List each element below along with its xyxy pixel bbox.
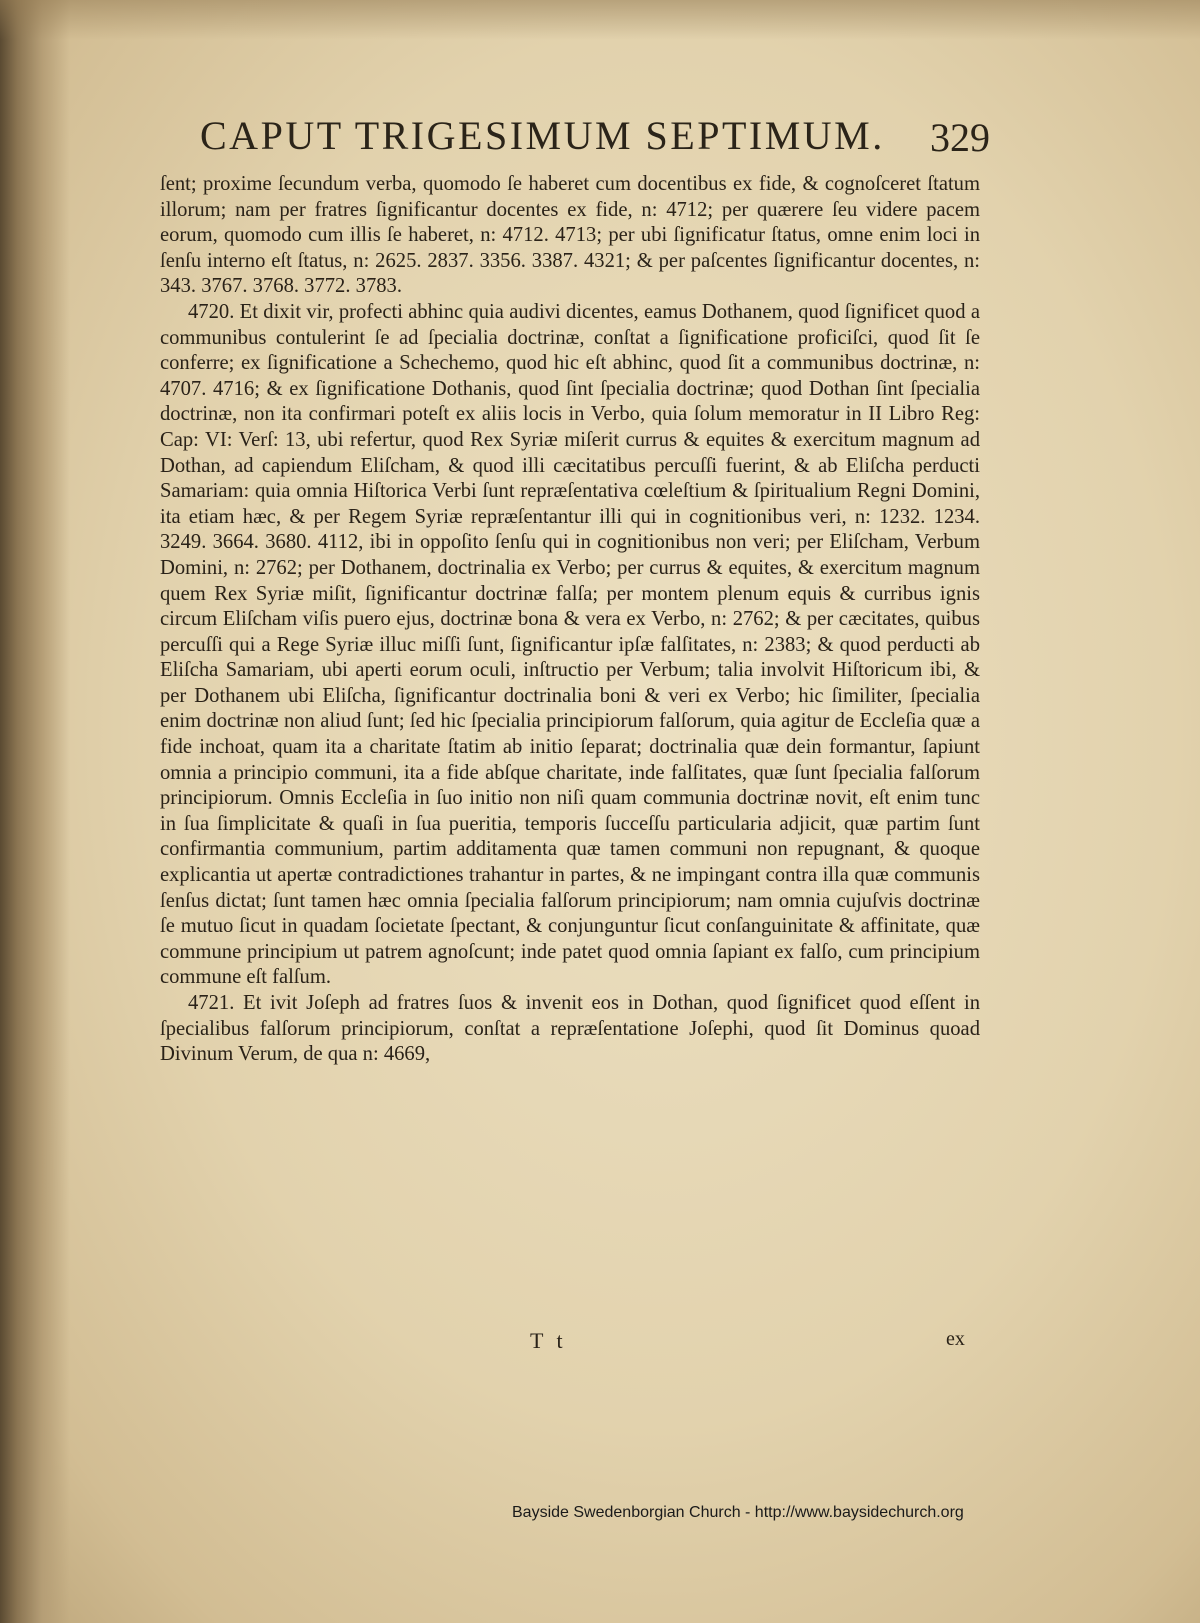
page-number: 329 xyxy=(930,115,990,160)
binding-gutter-shadow xyxy=(0,0,70,1623)
page-top-edge xyxy=(0,0,1200,40)
paragraph-continuation: ſent; proxime ſecundum verba, quomodo ſe haberet cum docentibus ex fide, & cognoſceret ſtatum illorum; nam per fratres ſignificantur docentes ex fide, n: 4712; per quærere ſeu videre pacem eorum, quomodo cum illis ſe haberet, n: 4712. 4713; per ubi ſignificatur ſtatus, omne enim loci in ſenſu interno eſt ſtatus, n: 2625. 2837. 3356. 3387. 4321; & per paſcentes ſignificantur docentes, n: 343. 3767. 3768. 3772. 3783. xyxy=(160,173,980,298)
paragraph-4721: 4721. Et ivit Joſeph ad fratres ſuos & invenit eos in Dothan, quod ſignificet quod eſſent in ſpecialibus falſorum principiorum, conſtat a repræſentatione Joſephi, quod ſit Dominus quoad Divinum Verum, de qua n: 4669, xyxy=(160,992,980,1066)
paragraph-4720: 4720. Et dixit vir, profecti abhinc quia audivi dicentes, eamus Dothanem, quod ſignificet quod a communibus contulerint ſe ad ſpecialia doctrinæ, conſtat a ſignificatione proficiſci, quod ſit ſe conferre; ex ſignificatione a Schechemo, quod hic eſt abhinc, quod ſit a communibus doctrinæ, n: 4707. 4716; & ex ſignificatione Dothanis, quod ſint ſpecialia doctrinæ; quod Dothan ſint ſpecialia doctrinæ, non ita confirmari poteſt ex aliis locis in Verbo, quia ſolum memoratur in II Libro Reg: Cap: VI: Verſ: 13, ubi refertur, quod Rex Syriæ miſerit currus & equites & exercitum magnum ad Dothan, ad capiendum Eliſcham, & quod illi cæcitatibus percuſſi fuerint, & ab Eliſcha perducti Samariam: quia omnia Hiſtorica Verbi ſunt repræſentativa cœleſtium & ſpiritualium Regni Domini, ita etiam hæc, & per Regem Syriæ repræſentantur illi qui in cognitionibus veri, n: 1232. 1234. 3249. 3664. 3680. 4112, ibi in oppoſito ſenſu qui in cognitionibus non veri; per Eliſcham, Verbum Domini, n: 2762; per Dothanem, doctrinalia ex Verbo; per currus & equites, & exercitum magnum quem Rex Syriæ miſit, ſignificantur doctrinæ falſa; per montem plenum equis & curribus ignis circum Eliſcham viſis puero ejus, doctrinæ bona & vera ex Verbo, n: 2762; & per cæcitates, quibus percuſſi qui a Rege Syriæ illuc miſſi ſunt, ſignificantur ipſæ falſitates, n: 2383; & quod perducti ab Eliſcha Samariam, ubi aperti eorum oculi, inſtructio per Verbum; talia involvit Hiſtoricum ibi, & per Dothanem ubi Eliſcha, ſignificantur doctrinalia boni & veri ex Verbo; hic ſimiliter, ſpecialia enim doctrinæ non aliud ſunt; ſed hic ſpecialia principiorum falſorum, quia agitur de Eccleſia quæ a fide inchoat, quam ita a charitate ſtatim ab initio ſeparat; doctrinalia quæ dein formantur, ſapiunt omnia a principio communi, ita a fide abſque charitate, inde falſitates, quæ ſunt ſpecialia falſorum principiorum. Omnis Eccleſia in ſuo initio non niſi quam communia doctrinæ novit, eſt enim tunc in ſua ſimplicitate & quaſi in ſua pueritia, temporis ſucceſſu particularia adjicit, quæ partim ſunt confirmantia communium, partim additamenta quæ tamen communi non repugnant, & quoque explicantia ut apertæ contradictiones trahantur in partes, & ne impingant contra illa quæ communis ſenſus dictat; ſunt tamen hæc omnia ſpecialia falſorum principiorum; nam omnia cujuſvis doctrinæ ſe mutuo ſicut in quadam ſocietate ſpectant, & conjunguntur ſicut conſanguinitate & affinitate, quæ commune principium ut patrem agnoſcunt; inde patet quod omnia ſapiant ex falſo, cum principium commune eſt falſum. xyxy=(160,300,980,989)
footer-credit: Bayside Swedenborgian Church - http://www.baysidechurch.org xyxy=(512,1504,964,1521)
running-head xyxy=(200,112,990,172)
running-head-title: CAPUT TRIGESIMUM SEPTIMUM. xyxy=(200,113,885,158)
signature-mark: T t xyxy=(530,1328,567,1353)
body-text xyxy=(160,172,980,1068)
catchword: ex xyxy=(946,1328,965,1350)
